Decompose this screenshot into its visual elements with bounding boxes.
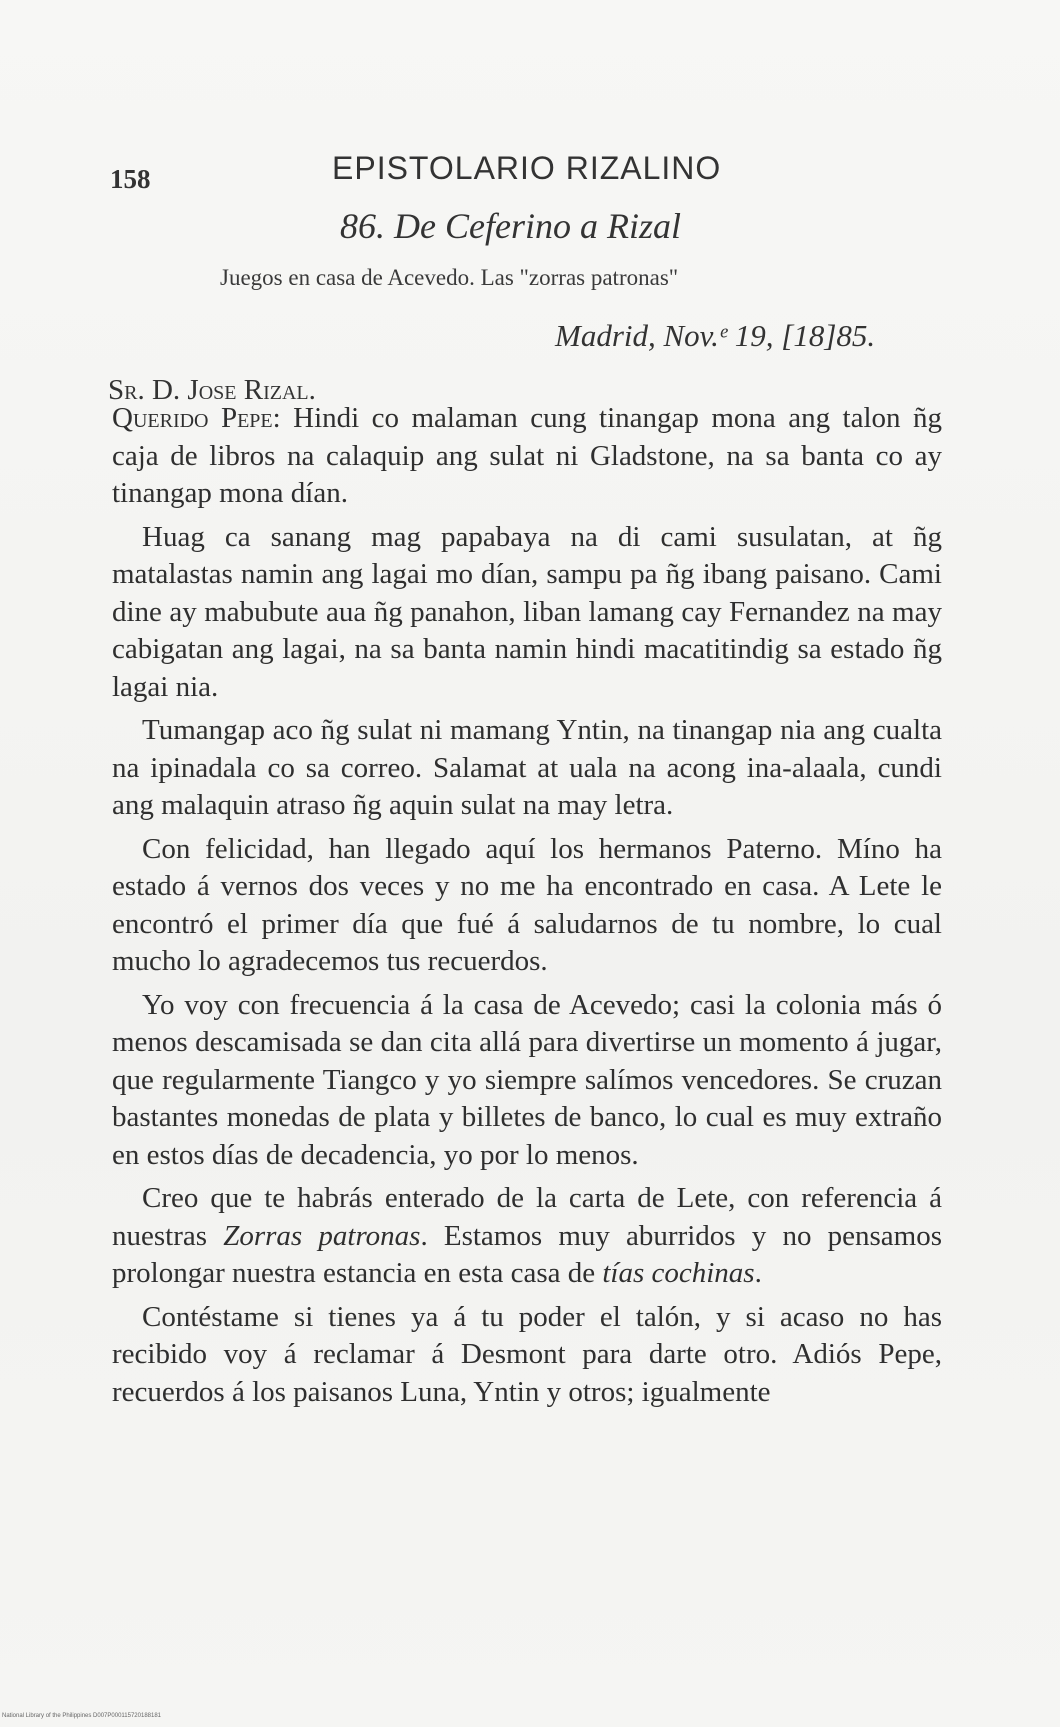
paragraph-text: . bbox=[754, 1257, 762, 1289]
paragraph: Yo voy con frecuencia á la casa de Acevedo; casi la colonia más ó menos descamisada se dan cita allá para divertirse un momento á jugar, que regularmente Tiangco y yo siempre salímos vencedores. Se cruzan bastantes monedas de plata y billetes de banco, lo cual es muy extraño en estos días de decadencia, yo por lo menos. bbox=[112, 988, 942, 1171]
letter-title: 86. De Ceferino a Rizal bbox=[340, 206, 681, 246]
paragraph bbox=[112, 1180, 942, 1293]
greeting: Querido Pepe: bbox=[112, 402, 281, 434]
paragraph: Tumangap aco ñg sulat ni mamang Yntin, na tinangap nia ang cualta na ipinadala co sa correo. Salamat at uala na acong ina-alaala, cundi ang malaquin atraso ñg aquin sulat na may letra. bbox=[112, 714, 942, 821]
paragraph-text: Creo que te habrás enterado de la carta de Lete, con referencia á nuestras bbox=[112, 1182, 942, 1252]
paragraph-text: Hindi co malaman cung tinangap mona ang talon ñg caja de libros na calaquip ang sulat ni Gladstone, na sa banta co ay tinangap mona dían. bbox=[112, 402, 942, 509]
source-footer: National Library of the Philippines D007P000115720188181 bbox=[2, 1713, 162, 1719]
letter-dateline: Madrid, Nov.ᵉ 19, [18]85. bbox=[555, 318, 876, 353]
letter-salutation: Sr. D. Jose Rizal. bbox=[108, 374, 316, 406]
letter-subtitle: Juegos en casa de Acevedo. Las "zorras patronas" bbox=[220, 265, 679, 290]
paragraph-text: . Estamos muy aburridos y no pensamos prolongar nuestra estancia en esta casa de bbox=[112, 1219, 942, 1289]
page-header bbox=[110, 150, 960, 200]
letter-body bbox=[112, 400, 942, 1417]
paragraph: Huag ca sanang mag papabaya na di cami susulatan, at ñg matalastas namin ang lagai mo dían, sampu pa ñg ibang paisano. Cami dine ay mabubute aua ñg panahon, liban lamang cay Fernandez na may cabigatan ang lagai, na sa banta namin hindi macatitindig sa estado ñg lagai nia. bbox=[112, 520, 942, 703]
paragraph: Con felicidad, han llegado aquí los hermanos Paterno. Míno ha estado á vernos dos veces y no me ha encontrado en casa. A Lete le encontró el primer día que fué á saludarnos de tu nombre, lo cual mucho lo agradecemos tus recuerdos. bbox=[112, 832, 942, 977]
running-head: EPISTOLARIO RIZALINO bbox=[332, 150, 722, 186]
italic-phrase: Zorras patronas bbox=[223, 1219, 421, 1252]
page-number: 158 bbox=[110, 164, 151, 194]
paragraph: Contéstame si tienes ya á tu poder el talón, y si acaso no has recibido voy á reclamar á Desmont para darte otro. Adiós Pepe, recuerdos á los paisanos Luna, Yntin y otros; igualmente bbox=[112, 1300, 942, 1408]
italic-phrase: tías cochinas bbox=[602, 1257, 755, 1289]
paragraph bbox=[112, 400, 942, 513]
